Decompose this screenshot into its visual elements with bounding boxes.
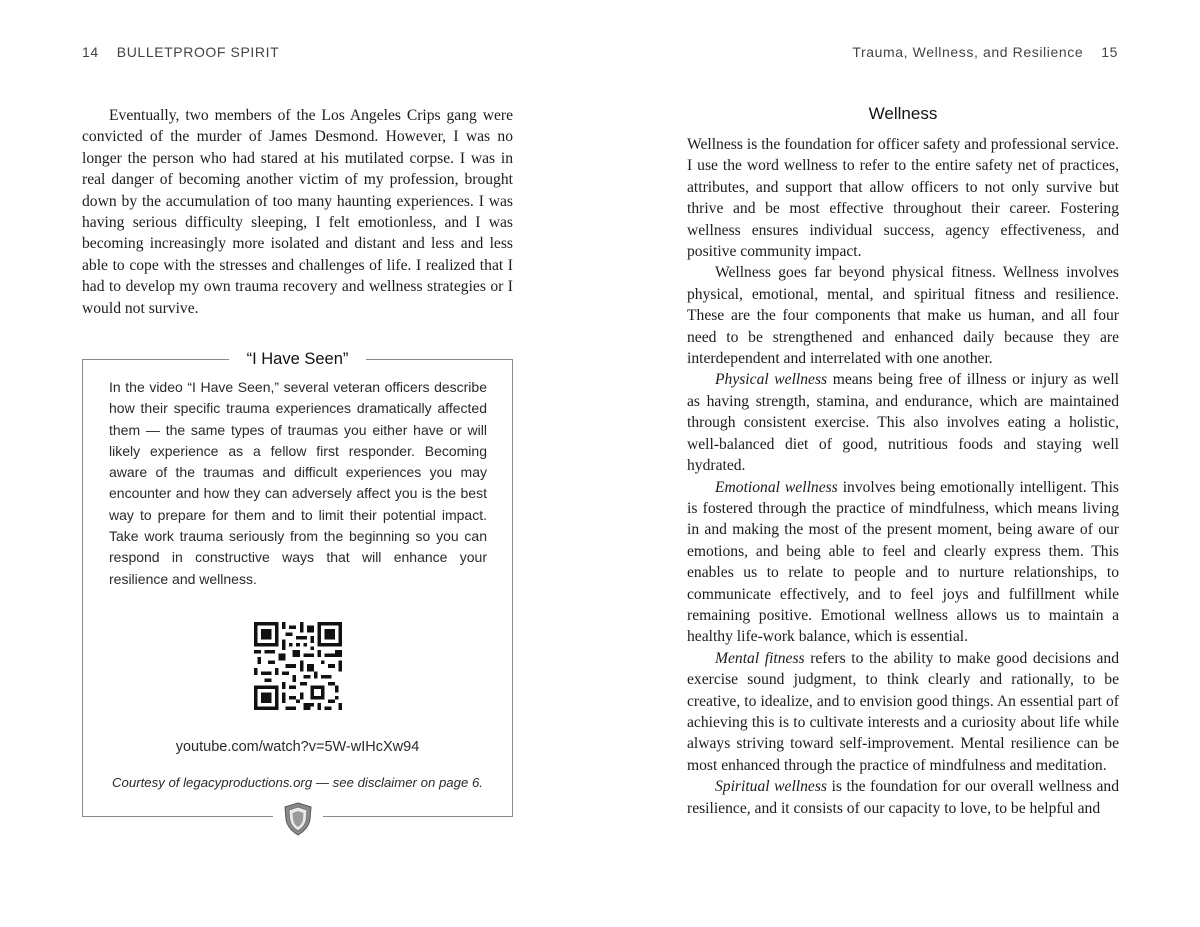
sidebar-credit: Courtesy of legacyproductions.org — see disclaimer on page 6. — [112, 775, 483, 790]
paragraph-text: involves being emotionally intelligent. This is fostered through the practice of mindfulness, which means living in and making the most of the present moment, being aware of our emotions, and being able to feel and clearly express them. This enables us to relate to people and to nurture relationships, to communicate effectively, and to feel joys and fulfillment while remaining positive. Emotional wellness allows us to maintain a healthy life-work balance, which is essential. — [687, 478, 1119, 646]
intro-paragraph: Eventually, two members of the Los Angeles Crips gang were convicted of the murder of James Desmond. However, I was no longer the person who had stared at his mutilated corpse. I was in real danger of becoming another victim of my profession, brought down by the accumulation of too many haunting experiences. I was having serious difficulty sleeping, I felt emotionless, and I was becoming increasingly more isolated and distant and less and less able to cope with the stresses and challenges of life. I realized that I had to develop my own trauma recovery and wellness strategies or I would not survive. — [82, 107, 513, 317]
paragraph-text: is the foundation for our overall wellness and resilience, and it consists of our capacity to love, to be helpful and — [687, 778, 1119, 817]
sidebar-title: “I Have Seen” — [229, 347, 367, 371]
paragraph-lead: Emotional wellness — [715, 478, 838, 496]
paragraph — [687, 369, 1119, 476]
chapter-title: Trauma, Wellness, and Resilience — [852, 44, 1084, 60]
paragraph-lead: Physical wellness — [715, 371, 828, 389]
paragraph — [687, 776, 1119, 819]
paragraph — [687, 477, 1119, 648]
qr-code-icon[interactable] — [254, 622, 342, 710]
paragraph-lead: Mental fitness — [715, 649, 805, 667]
paragraph — [687, 262, 1119, 369]
shield-badge-icon — [273, 802, 323, 836]
paragraph-text: Wellness goes far beyond physical fitness. Wellness involves physical, emotional, mental, and spiritual fitness and resilience. These are the four components that make us human, and all four need to be strengthened and enhanced daily because they are interdependent and interrelated with one another. — [687, 264, 1119, 368]
paragraph-text: Wellness is the foundation for officer safety and professional service. I use the word wellness to refer to the entire safety net of practices, attributes, and support that allow officers to not only survive but thrive and be most effective throughout their career. Fostering wellness ensures individual success, agency effectiveness, and positive community impact. — [687, 136, 1119, 261]
left-running-head — [82, 44, 279, 60]
paragraph-lead: Spiritual wellness — [715, 778, 827, 796]
paragraph-text: means being free of illness or injury as well as having strength, stamina, and endurance, which are maintained through consistent exercise. This also involves eating a holistic, well-balanced diet of good, nutritious foods and staying well hydrated. — [687, 371, 1119, 475]
right-page — [600, 0, 1200, 927]
paragraph-text: refers to the ability to make good decisions and exercise sound judgment, to think clearly and rationally, to be creative, to idealize, and to envision good things. An essential part of achieving this is to cultivate interests and a curiosity about life while always striving toward self-improvement. Mental resilience can be most enhanced through the practice of mindfulness and meditation. — [687, 649, 1119, 774]
page-number-right: 15 — [1101, 44, 1118, 60]
section-heading: Wellness — [868, 104, 938, 123]
sidebar-text: In the video “I Have Seen,” several veteran officers describe how their specific trauma experiences dramatically affected them — the same types of traumas you either have or will likely experience as a fellow first responder. Becoming aware of the traumas and difficult experiences you may encounter and how they can adversely affect you is the best way to prepare for them and to limit their potential impact. Take work trauma seriously from the beginning so you can respond in constructive ways that will enhance your resilience and wellness. — [109, 379, 487, 587]
page-number-left: 14 — [82, 44, 99, 60]
wellness-section-body — [687, 134, 1119, 819]
paragraph — [687, 648, 1119, 776]
book-title: BULLETPROOF SPIRIT — [116, 44, 280, 60]
paragraph — [687, 134, 1119, 262]
i-have-seen-sidebar — [82, 350, 513, 817]
video-url-link[interactable]: youtube.com/watch?v=5W-wIHcXw94 — [175, 739, 420, 755]
right-running-head — [852, 44, 1118, 60]
